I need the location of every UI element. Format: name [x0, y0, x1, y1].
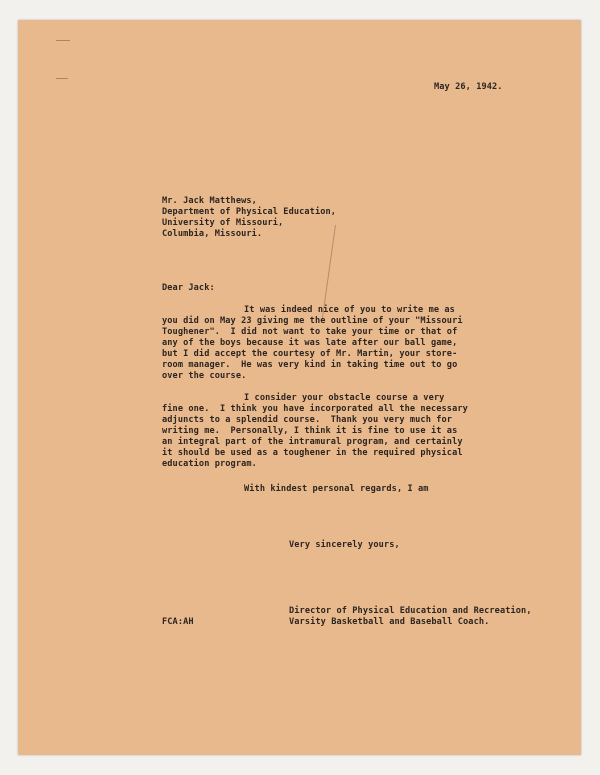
- signature-title-line: Varsity Basketball and Baseball Coach.: [289, 617, 490, 627]
- body-paragraph-2-line: fine one. I think you have incorporated all the necessary: [162, 404, 468, 414]
- body-paragraph-2-line: writing me. Personally, I think it is fine to use it as: [162, 426, 458, 436]
- body-paragraph-1-line: you did on May 23 giving me the outline of your "Missouri: [162, 316, 463, 326]
- reference-initials: FCA:AH: [162, 617, 194, 627]
- address-line: Columbia, Missouri.: [162, 229, 263, 239]
- body-paragraph-1-line: Toughener". I did not want to take your time or that of: [162, 327, 458, 337]
- body-paragraph-1-line: room manager. He was very kind in taking time out to go: [162, 360, 458, 370]
- regards-line: With kindest personal regards, I am: [244, 484, 429, 494]
- address-line: Department of Physical Education,: [162, 207, 337, 217]
- body-paragraph-2-line: I consider your obstacle course a very: [244, 393, 445, 403]
- signature-title-line: Director of Physical Education and Recreation,: [289, 606, 532, 616]
- corner-mark: [56, 78, 68, 79]
- corner-mark: [56, 40, 70, 41]
- address-line: University of Missouri,: [162, 218, 284, 228]
- address-line: Mr. Jack Matthews,: [162, 196, 257, 206]
- body-paragraph-1-line: over the course.: [162, 371, 247, 381]
- body-paragraph-2-line: an integral part of the intramural program, and certainly: [162, 437, 463, 447]
- body-paragraph-2-line: education program.: [162, 459, 257, 469]
- letter-date: May 26, 1942.: [434, 82, 503, 92]
- letter-page: [18, 20, 581, 755]
- body-paragraph-1-line: It was indeed nice of you to write me as: [244, 305, 455, 315]
- body-paragraph-1-line: but I did accept the courtesy of Mr. Martin, your store-: [162, 349, 458, 359]
- salutation: Dear Jack:: [162, 283, 215, 293]
- closing: Very sincerely yours,: [289, 540, 400, 550]
- body-paragraph-2-line: it should be used as a toughener in the required physical: [162, 448, 463, 458]
- body-paragraph-2-line: adjuncts to a splendid course. Thank you very much for: [162, 415, 453, 425]
- body-paragraph-1-line: any of the boys because it was late after our ball game,: [162, 338, 458, 348]
